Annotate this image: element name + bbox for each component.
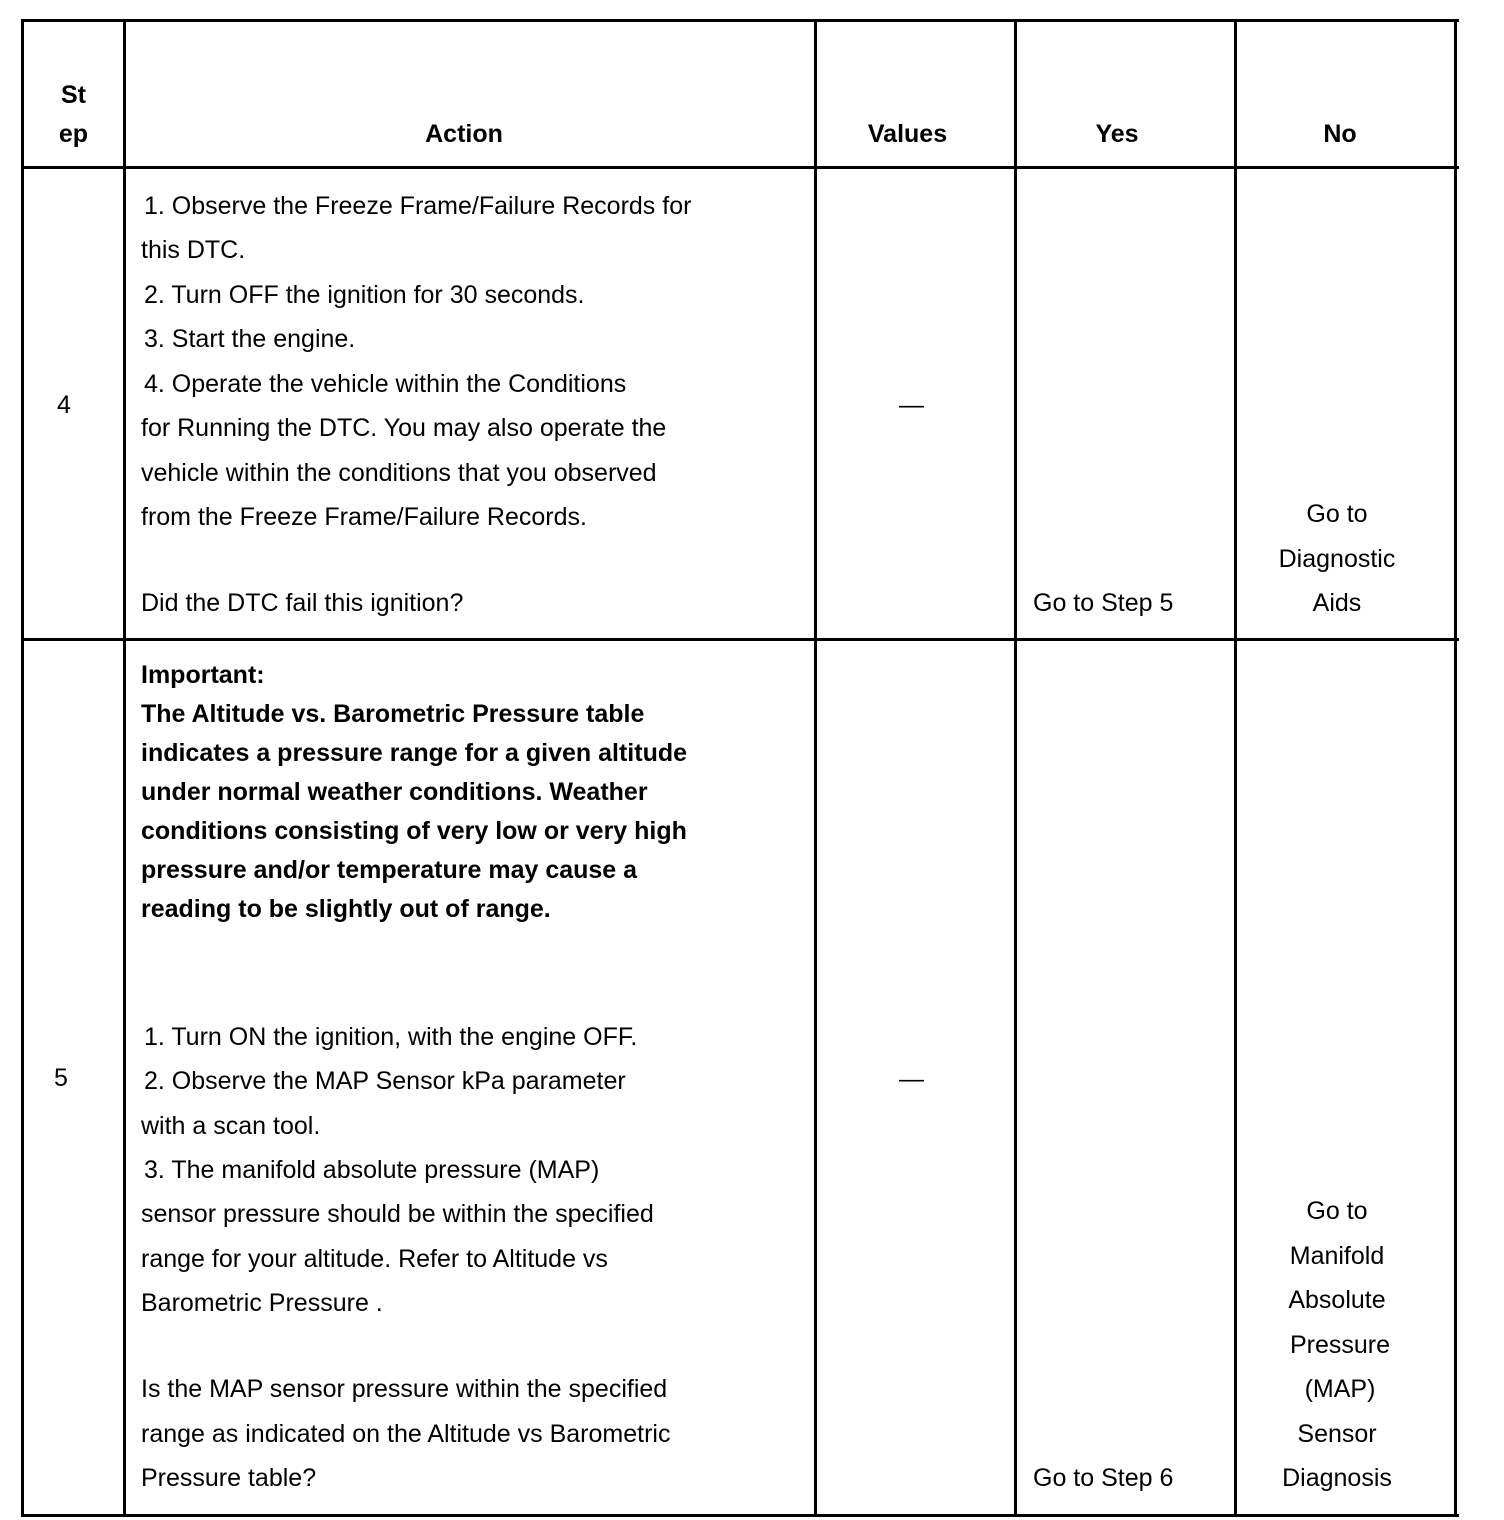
- no-link[interactable]: Go to: [1306, 500, 1368, 528]
- important-note: conditions consisting of very low or very high: [141, 817, 687, 845]
- action-line: 2. Turn OFF the ignition for 30 seconds.: [144, 281, 585, 309]
- action-line: for Running the DTC. You may also operate the: [141, 414, 667, 442]
- column-divider-action: [814, 20, 817, 1517]
- values-dash: —: [899, 1065, 924, 1093]
- action-question: Pressure table?: [141, 1464, 317, 1492]
- important-note: Important:: [141, 661, 265, 689]
- yes-link[interactable]: Go to Step 5: [1033, 589, 1174, 617]
- row-divider: [21, 638, 1459, 641]
- no-link[interactable]: Diagnostic: [1278, 545, 1396, 573]
- no-link[interactable]: Aids: [1312, 589, 1362, 617]
- table-border-bottom: [21, 1514, 1459, 1517]
- step-number: 4: [57, 391, 71, 419]
- header-step-cont: ep: [58, 120, 89, 148]
- action-line: vehicle within the conditions that you observed: [141, 459, 657, 487]
- action-line: 1. Turn ON the ignition, with the engine OFF.: [144, 1023, 638, 1051]
- step-number: 5: [54, 1064, 68, 1092]
- action-line: 3. The manifold absolute pressure (MAP): [144, 1156, 600, 1184]
- action-line: 1. Observe the Freeze Frame/Failure Records for: [144, 192, 692, 220]
- header-action: Action: [425, 120, 503, 148]
- header-yes: Yes: [1095, 120, 1139, 148]
- no-link[interactable]: Diagnosis: [1282, 1464, 1392, 1492]
- action-line: this DTC.: [141, 236, 246, 264]
- important-note: under normal weather conditions. Weather: [141, 778, 648, 806]
- action-line: Barometric Pressure .: [141, 1289, 383, 1317]
- action-line: sensor pressure should be within the specified: [141, 1200, 654, 1228]
- table-border-top: [21, 19, 1459, 22]
- action-line: 3. Start the engine.: [144, 325, 356, 353]
- header-no: No: [1323, 120, 1357, 148]
- no-link[interactable]: (MAP): [1304, 1375, 1376, 1403]
- yes-link[interactable]: Go to Step 6: [1033, 1464, 1174, 1492]
- action-question: Did the DTC fail this ignition?: [141, 589, 464, 617]
- no-link[interactable]: Manifold: [1289, 1242, 1385, 1270]
- important-note: pressure and/or temperature may cause a: [141, 856, 638, 884]
- no-link[interactable]: Go to: [1306, 1197, 1368, 1225]
- column-divider-step: [123, 20, 126, 1517]
- action-line: 2. Observe the MAP Sensor kPa parameter: [144, 1067, 626, 1095]
- action-question: Is the MAP sensor pressure within the specified: [141, 1375, 668, 1403]
- table-border-left: [21, 20, 24, 1517]
- no-link[interactable]: Absolute: [1288, 1286, 1386, 1314]
- important-note: indicates a pressure range for a given altitude: [141, 739, 688, 767]
- action-line: 4. Operate the vehicle within the Conditions: [144, 370, 627, 398]
- action-line: from the Freeze Frame/Failure Records.: [141, 503, 587, 531]
- header-step: St: [61, 81, 86, 109]
- values-dash: —: [899, 391, 924, 419]
- header-values: Values: [867, 120, 948, 148]
- table-border-right: [1454, 20, 1457, 1517]
- action-line: with a scan tool.: [141, 1112, 321, 1140]
- important-note: The Altitude vs. Barometric Pressure table: [141, 700, 645, 728]
- important-note: reading to be slightly out of range.: [141, 895, 551, 923]
- action-line: range for your altitude. Refer to Altitude vs: [141, 1245, 608, 1273]
- action-question: range as indicated on the Altitude vs Barometric: [141, 1420, 671, 1448]
- no-link[interactable]: Sensor: [1297, 1420, 1377, 1448]
- no-link[interactable]: Pressure: [1289, 1331, 1391, 1359]
- header-divider: [21, 166, 1459, 169]
- column-divider-values: [1014, 20, 1017, 1517]
